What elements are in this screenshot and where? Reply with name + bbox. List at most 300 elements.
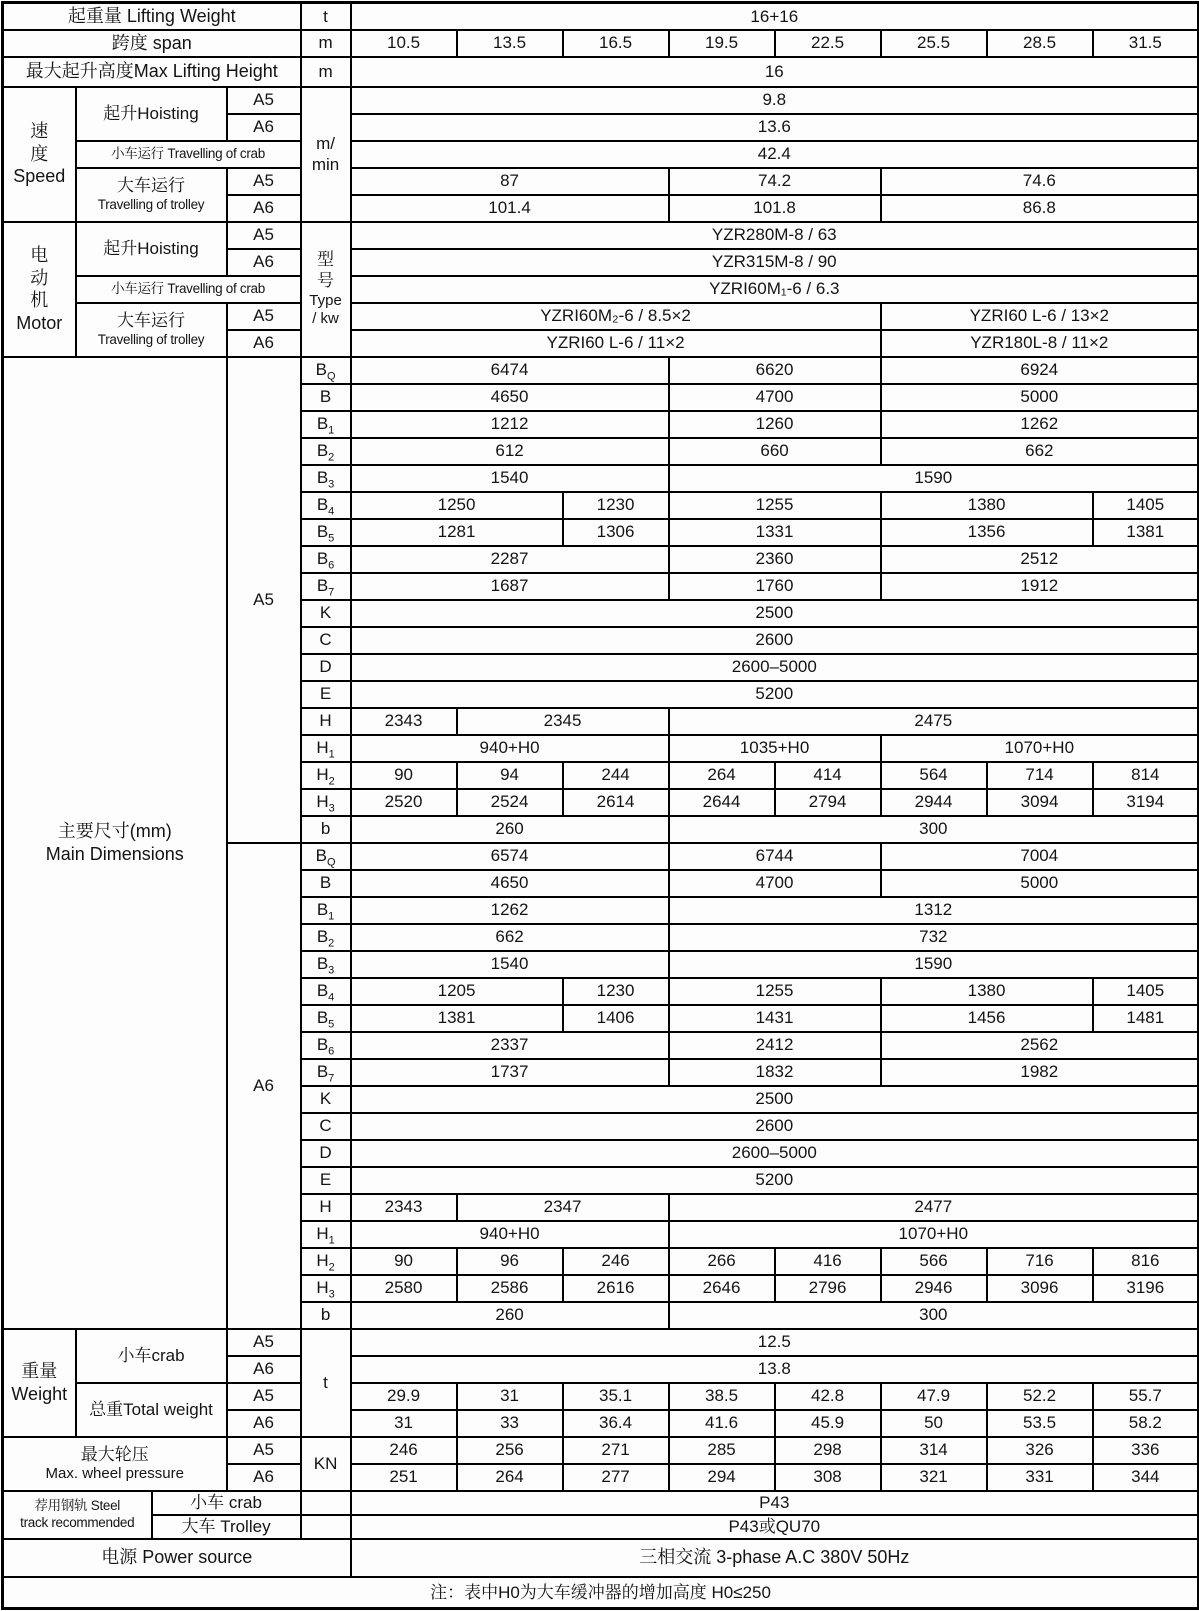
dim-value: 264 (669, 762, 775, 789)
dim-value: 1406 (563, 1005, 669, 1032)
dim-row-label: b (301, 816, 351, 843)
motor-trolley-a5-value: YZRI60 L-6 / 13×2 (881, 303, 1199, 330)
motor-unit-line2: 号 (317, 271, 335, 291)
crane-spec-table (1, 1, 1199, 1610)
dim-value: 2946 (881, 1275, 987, 1302)
dim-value: 1205 (351, 978, 563, 1005)
speed-trolley-a5-value: 87 (351, 168, 669, 195)
dim-value: 1070+H0 (669, 1221, 1199, 1248)
weight-crab-a5-value: 12.5 (351, 1329, 1199, 1356)
dim-value: 662 (351, 924, 669, 951)
dim-value: 3096 (987, 1275, 1093, 1302)
dim-value: 1760 (669, 573, 881, 600)
motor-hoisting-a6-label: A6 (227, 249, 301, 276)
speed-trolley-a6-value: 101.8 (669, 195, 881, 222)
weight-unit: t (301, 1329, 351, 1437)
lifting-weight-label: 起重量 Lifting Weight (3, 3, 301, 30)
weight-total-value: 33 (457, 1410, 563, 1437)
dims-group-en: Main Dimensions (45, 843, 184, 864)
dim-value: 1312 (669, 897, 1199, 924)
dim-value: 1405 (1093, 492, 1199, 519)
wheel-unit: KN (301, 1437, 351, 1491)
table-row (3, 1329, 1199, 1356)
wheel-value: 321 (881, 1464, 987, 1491)
table-row (3, 303, 1199, 330)
dim-value: 1687 (351, 573, 669, 600)
dim-value: 1260 (669, 411, 881, 438)
span-unit: m (301, 30, 351, 57)
dim-value: 940+H0 (351, 1221, 669, 1248)
wheel-a5-label: A5 (227, 1437, 301, 1464)
speed-hoisting-a5-label: A5 (227, 87, 301, 114)
dim-value: 2616 (563, 1275, 669, 1302)
span-value: 19.5 (669, 30, 775, 57)
dim-value: 2360 (669, 546, 881, 573)
dim-value: 2520 (351, 789, 457, 816)
weight-total-value: 42.8 (775, 1383, 881, 1410)
dim-value: 1832 (669, 1059, 881, 1086)
speed-unit-line2: min (311, 155, 340, 174)
dim-value: 7004 (881, 843, 1199, 870)
table-row (3, 1515, 1199, 1539)
dim-value: 300 (669, 816, 1199, 843)
dim-value: 2794 (775, 789, 881, 816)
track-crab-label: 小车 crab (152, 1491, 301, 1515)
dim-value: 2500 (351, 1086, 1199, 1113)
footnote: 注：表中H0为大车缓冲器的增加高度 H0≤250 (3, 1577, 1199, 1609)
dim-value: 3094 (987, 789, 1093, 816)
dim-value: 266 (669, 1248, 775, 1275)
power-source-value: 三相交流 3-phase A.C 380V 50Hz (351, 1539, 1199, 1577)
dim-value: 940+H0 (351, 735, 669, 762)
dim-value: 1070+H0 (881, 735, 1199, 762)
dim-value: 1262 (351, 897, 669, 924)
dim-value: 1212 (351, 411, 669, 438)
dim-row-label: K (301, 1086, 351, 1113)
dim-row-label: D (301, 654, 351, 681)
dim-value: 1982 (881, 1059, 1199, 1086)
table-row (3, 1577, 1199, 1609)
dim-value: 1380 (881, 492, 1093, 519)
dim-value: 1255 (669, 492, 881, 519)
wheel-value: 326 (987, 1437, 1093, 1464)
dim-row-label: C (301, 1113, 351, 1140)
motor-unit-line4: / kw (312, 310, 339, 328)
wheel-value: 298 (775, 1437, 881, 1464)
dim-value: 2796 (775, 1275, 881, 1302)
max-height-unit: m (301, 57, 351, 87)
dim-value: 3196 (1093, 1275, 1199, 1302)
wheel-pressure-label-zh: 最大轮压 (80, 1444, 149, 1464)
dim-value: 662 (881, 438, 1199, 465)
motor-group-en: Motor (16, 312, 63, 333)
span-value: 28.5 (987, 30, 1093, 57)
dim-row-label: $B_2$ (301, 924, 351, 951)
motor-unit-line1: 型 (317, 250, 335, 269)
dim-value: 1431 (669, 1005, 881, 1032)
table-row (3, 30, 1199, 57)
weight-total-value: 58.2 (1093, 1410, 1199, 1437)
motor-trolley-label-en: Travelling of trolley (97, 331, 205, 347)
dim-value: 2944 (881, 789, 987, 816)
dim-value: 2586 (457, 1275, 563, 1302)
track-trolley-label: 大车 Trolley (152, 1515, 301, 1539)
speed-trolley-a5-value: 74.6 (881, 168, 1199, 195)
dim-value: 1381 (1093, 519, 1199, 546)
speed-trolley-a5-value: 74.2 (669, 168, 881, 195)
steel-track-label-line1: 荐用钢轨 Steel (34, 1497, 121, 1513)
speed-trolley-label (76, 168, 227, 222)
motor-group-zh3: 机 (30, 290, 49, 310)
motor-trolley-a5-label: A5 (227, 303, 301, 330)
dim-row-label: $H_1$ (301, 1221, 351, 1248)
dim-value: 2500 (351, 600, 1199, 627)
dim-row-label: $B_3$ (301, 951, 351, 978)
motor-trolley-a6-label: A6 (227, 330, 301, 357)
wheel-pressure-label-en: Max. wheel pressure (45, 1464, 184, 1482)
wheel-value: 314 (881, 1437, 987, 1464)
speed-unit-line1: m/ (316, 133, 335, 153)
dim-row-label: E (301, 1167, 351, 1194)
dim-value: 2337 (351, 1032, 669, 1059)
dim-value: 1250 (351, 492, 563, 519)
dim-value: 2345 (457, 708, 669, 735)
motor-trolley-label-zh: 大车运行 (117, 311, 185, 331)
dim-value: 1381 (351, 1005, 563, 1032)
dim-row-label: $B_5$ (301, 1005, 351, 1032)
speed-trolley-a6-value: 86.8 (881, 195, 1199, 222)
motor-unit (301, 222, 351, 357)
dim-row-label: $B_Q$ (301, 357, 351, 384)
motor-group-zh1: 电 (30, 245, 49, 265)
motor-hoisting-label: 起升Hoisting (76, 222, 227, 276)
motor-group-zh2: 动 (30, 267, 49, 288)
table-row (3, 1539, 1199, 1577)
dim-value: 612 (351, 438, 669, 465)
speed-trolley-a6-value: 101.4 (351, 195, 669, 222)
dim-value: 1405 (1093, 978, 1199, 1005)
table-row (3, 1437, 1199, 1464)
wheel-value: 344 (1093, 1464, 1199, 1491)
dim-value: 2644 (669, 789, 775, 816)
dim-value: 1590 (669, 465, 1199, 492)
dims-a6-label: A6 (227, 843, 301, 1329)
dim-value: 5200 (351, 681, 1199, 708)
speed-hoisting-a6-label: A6 (227, 114, 301, 141)
wheel-value: 285 (669, 1437, 775, 1464)
dims-group-zh: 主要尺寸(mm) (57, 821, 172, 841)
weight-total-value: 45.9 (775, 1410, 881, 1437)
dim-value: 1230 (563, 492, 669, 519)
dim-value: 1540 (351, 465, 669, 492)
dim-value: 2600–5000 (351, 1140, 1199, 1167)
dim-value: 2475 (669, 708, 1199, 735)
dim-value: 1306 (563, 519, 669, 546)
dim-value: 2562 (881, 1032, 1199, 1059)
dim-row-label: C (301, 627, 351, 654)
weight-crab-label: 小车crab (76, 1329, 227, 1383)
dim-value: 2580 (351, 1275, 457, 1302)
speed-group-label (3, 87, 76, 222)
dim-value: 90 (351, 762, 457, 789)
dim-row-label: $H_1$ (301, 735, 351, 762)
wheel-value: 264 (457, 1464, 563, 1491)
dim-value: 5200 (351, 1167, 1199, 1194)
dim-row-label: $B_6$ (301, 546, 351, 573)
motor-unit-line3: Type (309, 291, 342, 309)
dim-row-label: K (301, 600, 351, 627)
dim-value: 2600–5000 (351, 654, 1199, 681)
dim-value: 2600 (351, 1113, 1199, 1140)
wheel-value: 271 (563, 1437, 669, 1464)
weight-total-value: 55.7 (1093, 1383, 1199, 1410)
weight-group-label (3, 1329, 76, 1437)
dim-value: 300 (669, 1302, 1199, 1329)
weight-total-value: 31 (457, 1383, 563, 1410)
dim-value: 414 (775, 762, 881, 789)
dims-group-label (3, 357, 227, 1329)
dim-value: 732 (669, 924, 1199, 951)
dim-value: 6744 (669, 843, 881, 870)
max-height-value: 16 (351, 57, 1199, 87)
dim-value: 564 (881, 762, 987, 789)
weight-total-value: 31 (351, 1410, 457, 1437)
weight-total-value: 53.5 (987, 1410, 1093, 1437)
table-row (3, 1491, 1199, 1515)
span-value: 31.5 (1093, 30, 1199, 57)
motor-group-label (3, 222, 76, 357)
power-source-label: 电源 Power source (3, 1539, 351, 1577)
dim-row-label: E (301, 681, 351, 708)
motor-trolley-a6-value: YZRI60 L-6 / 11×2 (351, 330, 881, 357)
dim-row-label: $H_3$ (301, 789, 351, 816)
steel-track-label-line2: track recommended (20, 1514, 135, 1530)
dim-value: 4700 (669, 384, 881, 411)
speed-hoisting-a5-value: 9.8 (351, 87, 1199, 114)
speed-group-en: Speed (13, 166, 66, 187)
speed-trolley-a6-label: A6 (227, 195, 301, 222)
dim-value: 2343 (351, 708, 457, 735)
dim-value: 5000 (881, 870, 1199, 897)
wheel-value: 308 (775, 1464, 881, 1491)
span-value: 25.5 (881, 30, 987, 57)
dim-row-label: $B_3$ (301, 465, 351, 492)
dim-value: 1380 (881, 978, 1093, 1005)
dim-value: 4650 (351, 870, 669, 897)
dim-value: 1035+H0 (669, 735, 881, 762)
weight-total-value: 50 (881, 1410, 987, 1437)
motor-hoisting-a5-label: A5 (227, 222, 301, 249)
dim-value: 1230 (563, 978, 669, 1005)
speed-crab-value: 42.4 (351, 141, 1199, 168)
weight-total-value: 52.2 (987, 1383, 1093, 1410)
steel-track-label (3, 1491, 152, 1539)
motor-hoisting-a5-value: YZR280M-8 / 63 (351, 222, 1199, 249)
dim-row-label: $B_1$ (301, 897, 351, 924)
wheel-value: 336 (1093, 1437, 1199, 1464)
dim-row-label: $B_2$ (301, 438, 351, 465)
weight-total-value: 41.6 (669, 1410, 775, 1437)
speed-trolley-label-zh: 大车运行 (117, 176, 185, 196)
dim-row-label: H (301, 708, 351, 735)
weight-total-value: 36.4 (563, 1410, 669, 1437)
weight-total-value: 35.1 (563, 1383, 669, 1410)
dim-value: 1255 (669, 978, 881, 1005)
dim-row-label: $B_Q$ (301, 843, 351, 870)
table-row (3, 222, 1199, 249)
speed-group-zh2: 度 (30, 143, 49, 164)
dims-a5-label: A5 (227, 357, 301, 843)
dim-value: 2412 (669, 1032, 881, 1059)
motor-crab-label: 小车运行 Travelling of crab (76, 276, 301, 303)
dim-value: 1331 (669, 519, 881, 546)
dim-value: 2287 (351, 546, 669, 573)
span-value: 10.5 (351, 30, 457, 57)
table-row (3, 276, 1199, 303)
dim-row-label: $B_7$ (301, 1059, 351, 1086)
dim-row-label: $B_4$ (301, 978, 351, 1005)
dim-value: 1737 (351, 1059, 669, 1086)
dim-value: 6574 (351, 843, 669, 870)
dim-row-label: $H_2$ (301, 1248, 351, 1275)
dim-value: 2614 (563, 789, 669, 816)
dim-value: 94 (457, 762, 563, 789)
span-value: 13.5 (457, 30, 563, 57)
dim-value: 260 (351, 816, 669, 843)
table-row (3, 1383, 1199, 1410)
dim-row-label: $B_4$ (301, 492, 351, 519)
wheel-value: 251 (351, 1464, 457, 1491)
track-crab-value: P43 (351, 1491, 1199, 1515)
dim-value: 4700 (669, 870, 881, 897)
table-row (3, 168, 1199, 195)
dim-value: 1481 (1093, 1005, 1199, 1032)
motor-trolley-label (76, 303, 227, 357)
dim-value: 660 (669, 438, 881, 465)
dim-value: 3194 (1093, 789, 1199, 816)
dim-row-label: b (301, 1302, 351, 1329)
dim-row-label: $B_5$ (301, 519, 351, 546)
lifting-weight-unit: t (301, 3, 351, 30)
dim-value: 1456 (881, 1005, 1093, 1032)
wheel-pressure-label (3, 1437, 227, 1491)
dim-value: 1262 (881, 411, 1199, 438)
dim-value: 6620 (669, 357, 881, 384)
table-row (3, 141, 1199, 168)
dim-value: 714 (987, 762, 1093, 789)
max-height-label: 最大起升高度Max Lifting Height (3, 57, 301, 87)
table-row (3, 87, 1199, 114)
wheel-value: 256 (457, 1437, 563, 1464)
dim-value: 1356 (881, 519, 1093, 546)
dim-value: 5000 (881, 384, 1199, 411)
span-value: 16.5 (563, 30, 669, 57)
dim-value: 244 (563, 762, 669, 789)
dim-value: 2512 (881, 546, 1199, 573)
speed-trolley-label-en: Travelling of trolley (97, 196, 205, 212)
dim-value: 6474 (351, 357, 669, 384)
dim-row-label: $H_2$ (301, 762, 351, 789)
track-trolley-value: P43或QU70 (351, 1515, 1199, 1539)
dim-value: 816 (1093, 1248, 1199, 1275)
dim-value: 2646 (669, 1275, 775, 1302)
dim-value: 566 (881, 1248, 987, 1275)
speed-hoisting-a6-value: 13.6 (351, 114, 1199, 141)
dim-row-label: $B_6$ (301, 1032, 351, 1059)
dim-row-label: B (301, 870, 351, 897)
weight-total-a5-label: A5 (227, 1383, 301, 1410)
span-value: 22.5 (775, 30, 881, 57)
dim-value: 716 (987, 1248, 1093, 1275)
speed-trolley-a5-label: A5 (227, 168, 301, 195)
wheel-a6-label: A6 (227, 1464, 301, 1491)
dim-value: 4650 (351, 384, 669, 411)
track-unit-empty (301, 1515, 351, 1539)
dim-value: 246 (563, 1248, 669, 1275)
weight-total-value: 29.9 (351, 1383, 457, 1410)
dim-value: 1540 (351, 951, 669, 978)
motor-crab-value: YZRI60M₁-6 / 6.3 (351, 276, 1199, 303)
span-label: 跨度 span (3, 30, 301, 57)
speed-hoisting-label: 起升Hoisting (76, 87, 227, 141)
wheel-value: 294 (669, 1464, 775, 1491)
dim-value: 2343 (351, 1194, 457, 1221)
table-row (3, 57, 1199, 87)
weight-group-en: Weight (11, 1383, 68, 1404)
weight-total-a6-label: A6 (227, 1410, 301, 1437)
wheel-value: 331 (987, 1464, 1093, 1491)
speed-group-zh1: 速 (30, 121, 49, 142)
weight-crab-a5-label: A5 (227, 1329, 301, 1356)
dim-value: 1590 (669, 951, 1199, 978)
wheel-value: 277 (563, 1464, 669, 1491)
dim-value: 6924 (881, 357, 1199, 384)
dim-value: 1912 (881, 573, 1199, 600)
table-row (3, 357, 1199, 384)
dim-value: 2477 (669, 1194, 1199, 1221)
dim-value: 416 (775, 1248, 881, 1275)
dim-value: 2524 (457, 789, 563, 816)
dim-row-label: $H_3$ (301, 1275, 351, 1302)
dim-value: 90 (351, 1248, 457, 1275)
weight-total-value: 47.9 (881, 1383, 987, 1410)
dim-value: 2347 (457, 1194, 669, 1221)
lifting-weight-value: 16+16 (351, 3, 1199, 30)
dim-row-label: H (301, 1194, 351, 1221)
dim-row-label: D (301, 1140, 351, 1167)
dim-row-label: B (301, 384, 351, 411)
speed-unit (301, 87, 351, 222)
dim-value: 96 (457, 1248, 563, 1275)
weight-total-label: 总重Total weight (76, 1383, 227, 1437)
dim-row-label: $B_1$ (301, 411, 351, 438)
dim-value: 260 (351, 1302, 669, 1329)
dim-row-label: $B_7$ (301, 573, 351, 600)
dim-value: 814 (1093, 762, 1199, 789)
weight-crab-a6-value: 13.8 (351, 1356, 1199, 1383)
table-row (3, 3, 1199, 30)
weight-total-value: 38.5 (669, 1383, 775, 1410)
wheel-value: 246 (351, 1437, 457, 1464)
motor-trolley-a6-value: YZR180L-8 / 11×2 (881, 330, 1199, 357)
weight-crab-a6-label: A6 (227, 1356, 301, 1383)
motor-trolley-a5-value: YZRI60M₂-6 / 8.5×2 (351, 303, 881, 330)
dim-value: 2600 (351, 627, 1199, 654)
dim-value: 1281 (351, 519, 563, 546)
speed-crab-label: 小车运行 Travelling of crab (76, 141, 301, 168)
track-unit-empty (301, 1491, 351, 1515)
motor-hoisting-a6-value: YZR315M-8 / 90 (351, 249, 1199, 276)
